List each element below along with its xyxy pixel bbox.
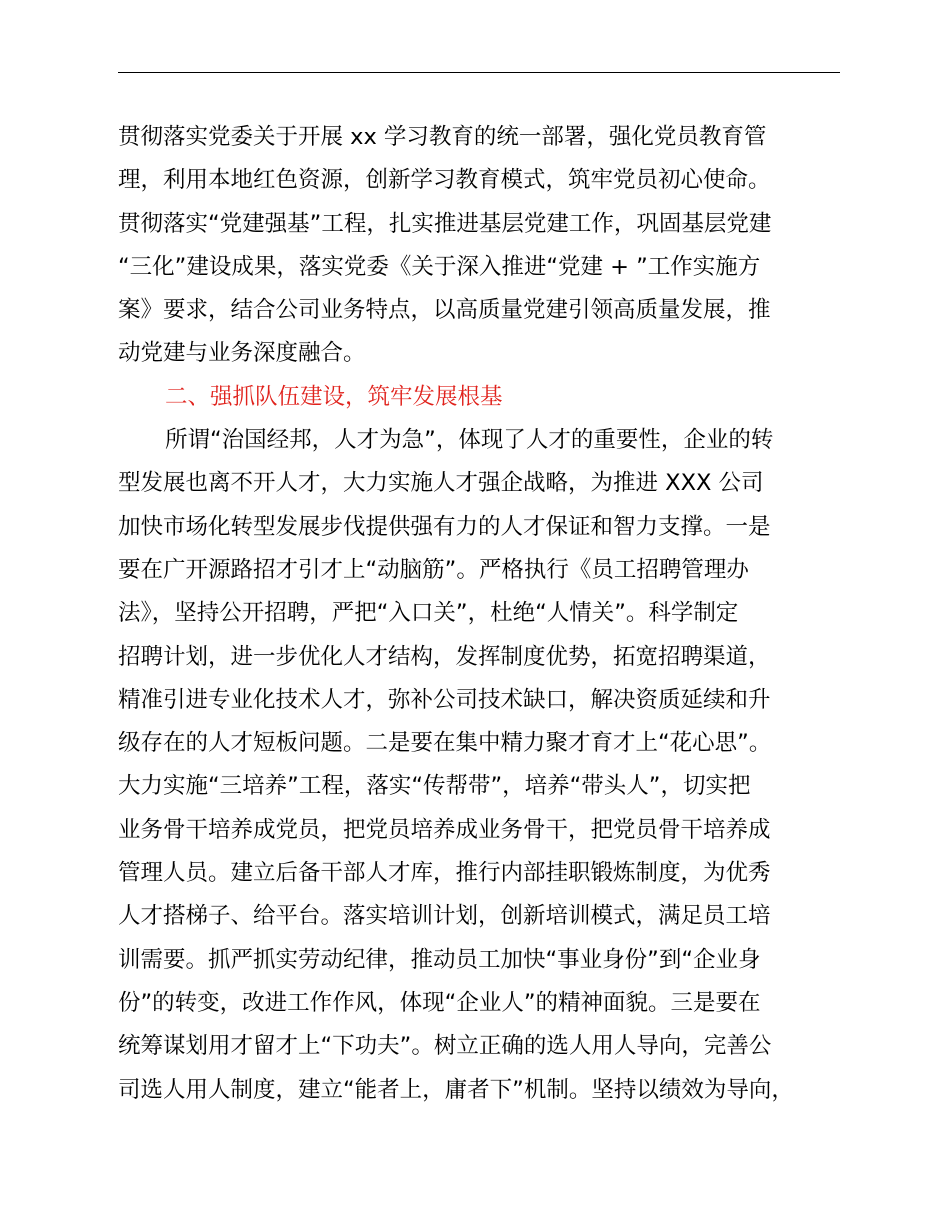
text-line: 人才搭梯子、给平台。落实培训计划，创新培训模式，满足员工培 [118,903,771,930]
text-line: 级存在的人才短板问题。二是要在集中精力聚才育才上“花心思”。 [118,730,772,757]
text-line: 业务骨干培养成党员，把党员培养成业务骨干，把党员骨干培养成 [118,816,771,843]
text-line: 贯彻落实党委关于开展 xx 学习教育的统一部署，强化党员教育管 [118,124,767,150]
section-heading: 二、强抓队伍建设，筑牢发展根基 [165,383,503,410]
text-line: 加快市场化转型发展步伐提供强有力的人才保证和智力支撑。一是 [118,513,771,540]
text-line: 所谓“治国经邦，人才为急”，体现了人才的重要性，企业的转 [165,427,774,454]
text-line: 贯彻落实“党建强基”工程，扎实推进基层党建工作，巩固基层党建 [118,210,772,237]
text-line: 动党建与业务深度融合。 [118,340,366,367]
text-line: 大力实施“三培养”工程，落实“传帮带”，培养“带头人”，切实把 [118,773,751,800]
text-line: 案》要求，结合公司业务特点，以高质量党建引领高质量发展，推 [118,297,771,324]
text-line: “三化”建设成果，落实党委《关于深入推进“党建 + ”工作实施方 [118,253,761,280]
text-line: 训需要。抓严抓实劳动纪律，推动员工加快“事业身份”到“企业身 [118,946,761,973]
body-text [118,116,858,1112]
text-line: 管理人员。建立后备干部人才库，推行内部挂职锻炼制度，为优秀 [118,860,771,887]
text-line: 招聘计划，进一步优化人才结构，发挥制度优势，拓宽招聘渠道， [118,643,771,670]
text-line: 精准引进专业化技术人才，弥补公司技术缺口，解决资质延续和升 [118,686,771,713]
header-rule [118,72,840,73]
text-line: 法》，坚持公开招聘，严把“入口关”，杜绝“人情关”。科学制定 [118,600,739,627]
text-line: 份”的转变，改进工作作风，体现“企业人”的精神面貌。三是要在 [118,989,761,1016]
text-line: 要在广开源路招才引才上“动脑筋”。严格执行《员工招聘管理办 [118,556,749,583]
text-line: 统筹谋划用才留才上“下功夫”。树立正确的选人用人导向，完善公 [118,1033,772,1060]
text-line: 司选人用人制度，建立“能者上，庸者下”机制。坚持以绩效为导向， [118,1076,794,1103]
text-line: 型发展也离不开人才，大力实施人才强企战略，为推进 XXX 公司 [118,470,764,497]
text-line: 理，利用本地红色资源，创新学习教育模式，筑牢党员初心使命。 [118,167,771,194]
